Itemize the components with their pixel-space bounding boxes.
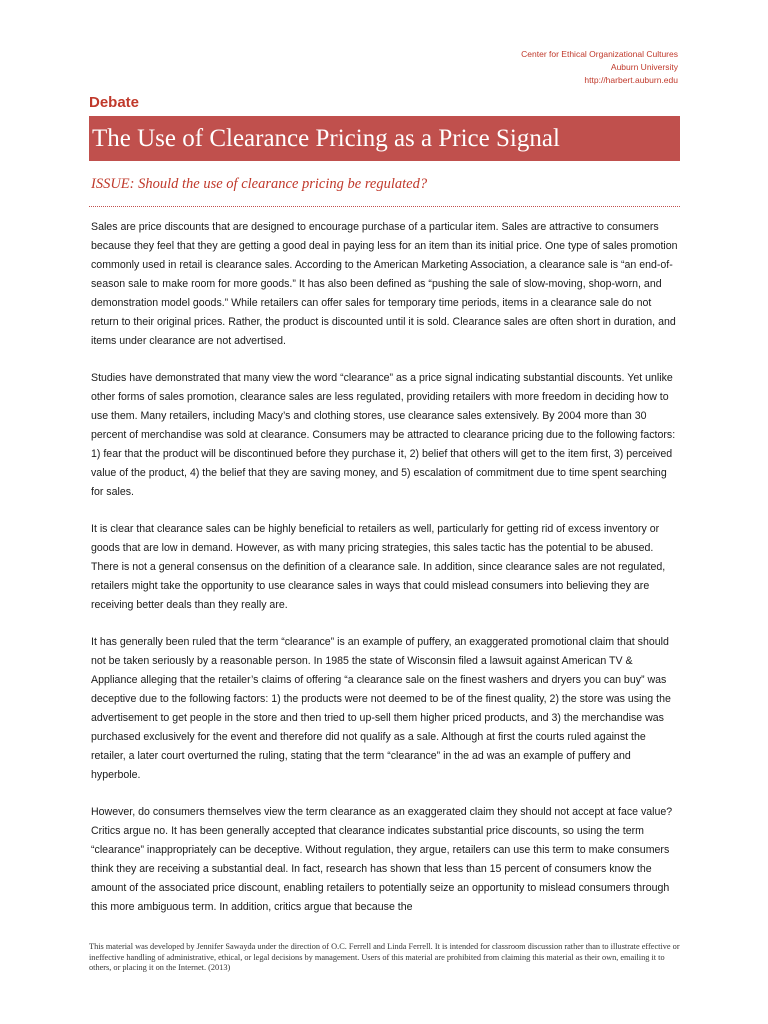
issue-statement: ISSUE: Should the use of clearance pricing be regulated? xyxy=(91,176,428,192)
paragraph: It is clear that clearance sales can be highly beneficial to retailers as well, particularly for getting rid of excess inventory or goods that are low in demand. However, as with many pricing strategies, this sales tactic has the potential to be abused. There is not a general consensus on the definition of a clearance sale. In addition, since clearance sales are not regulated, retailers might take the opportunity to use clearance sales in ways that could mislead consumers into believing they are receiving better deals than they really are. xyxy=(91,523,666,611)
org-name: Center for Ethical Organizational Cultures xyxy=(521,49,678,59)
title-banner xyxy=(89,116,680,161)
paragraph: Sales are price discounts that are designed to encourage purchase of a particular item. Sales are attractive to consumers because they feel that they are getting a good deal in paying less for an item than its initial price. One type of sales promotion commonly used in retail is clearance sales. According to the American Marketing Association, a clearance sale is “an end-of-season sale to make room for more goods.” It has also been defined as “pushing the sale of slow-moving, shop-worn, and demonstration model goods.” While retailers can offer sales for temporary time periods, items in a clearance sale do not return to their original prices. Rather, the product is discounted until it is sold. Clearance sales are often short in duration, and items under clearance are not advertised. xyxy=(91,221,678,347)
section-divider xyxy=(89,206,680,207)
paragraph: Studies have demonstrated that many view the word “clearance” as a price signal indicating substantial discounts. Yet unlike other forms of sales promotion, clearance sales are less regulated, providing retailers with more freedom in deciding how to use them. Many retailers, including Macy’s and clothing stores, use clearance sales extensively. By 2004 more than 30 percent of merchandise was sold at clearance. Consumers may be attracted to clearance pricing due to the following factors: 1) fear that the product will be discontinued before they purchase it, 2) belief that others will get to the item first, 3) perceived value of the product, 4) the belief that they are saving money, and 5) escalation of commitment due to time spent searching for sales. xyxy=(91,372,676,498)
university-name: Auburn University xyxy=(610,62,678,72)
document-type-label: Debate xyxy=(89,94,140,111)
paragraph: It has generally been ruled that the term “clearance” is an example of puffery, an exaggerated promotional claim that should not be taken seriously by a reasonable person. In 1985 the state of Wisconsin filed a lawsuit against American TV & Appliance alleging that the retailer’s claims of offering “a clearance sale on the finest washers and dryers you can buy” was deceptive due to the following factors: 1) the products were not deemed to be of the finest quality, 2) the store was using the advertisement to get people in the store and then tried to up-sell them higher priced products, and 3) the merchandise was purchased exclusively for the event and therefore did not qualify as a sale. Although at first the courts ruled against the retailer, a later court overturned the ruling, stating that the term “clearance” in the ad was an example of puffery and hyperbole. xyxy=(91,636,671,781)
paragraph: However, do consumers themselves view the term clearance as an exaggerated claim they should not accept at face value? Critics argue no. It has been generally accepted that clearance indicates substantial price discounts, so using the term “clearance” inappropriately can be deceptive. Without regulation, they argue, retailers can use this term to make consumers think they are receiving a substantial deal. In fact, research has shown that less than 15 percent of consumers know the amount of the associated price discount, enabling retailers to potentially seize an opportunity to mislead consumers through this more ambiguous term. In addition, critics argue that because the xyxy=(91,806,673,913)
organization-header xyxy=(521,48,678,87)
org-url[interactable]: http://harbert.auburn.edu xyxy=(584,75,678,85)
page-title: The Use of Clearance Pricing as a Price Signal xyxy=(92,125,560,152)
article-body xyxy=(91,218,681,935)
footer-disclaimer: This material was developed by Jennifer Sawayda under the direction of O.C. Ferrell and Linda Ferrell. It is intended for classroom discussion rather than to illustrate effective or ineffective handling of administrative, ethical, or legal decisions by management. Users of this material are prohibited from claiming this material as their own, emailing it to others, or placing it on the Internet. (2013) xyxy=(89,942,680,972)
